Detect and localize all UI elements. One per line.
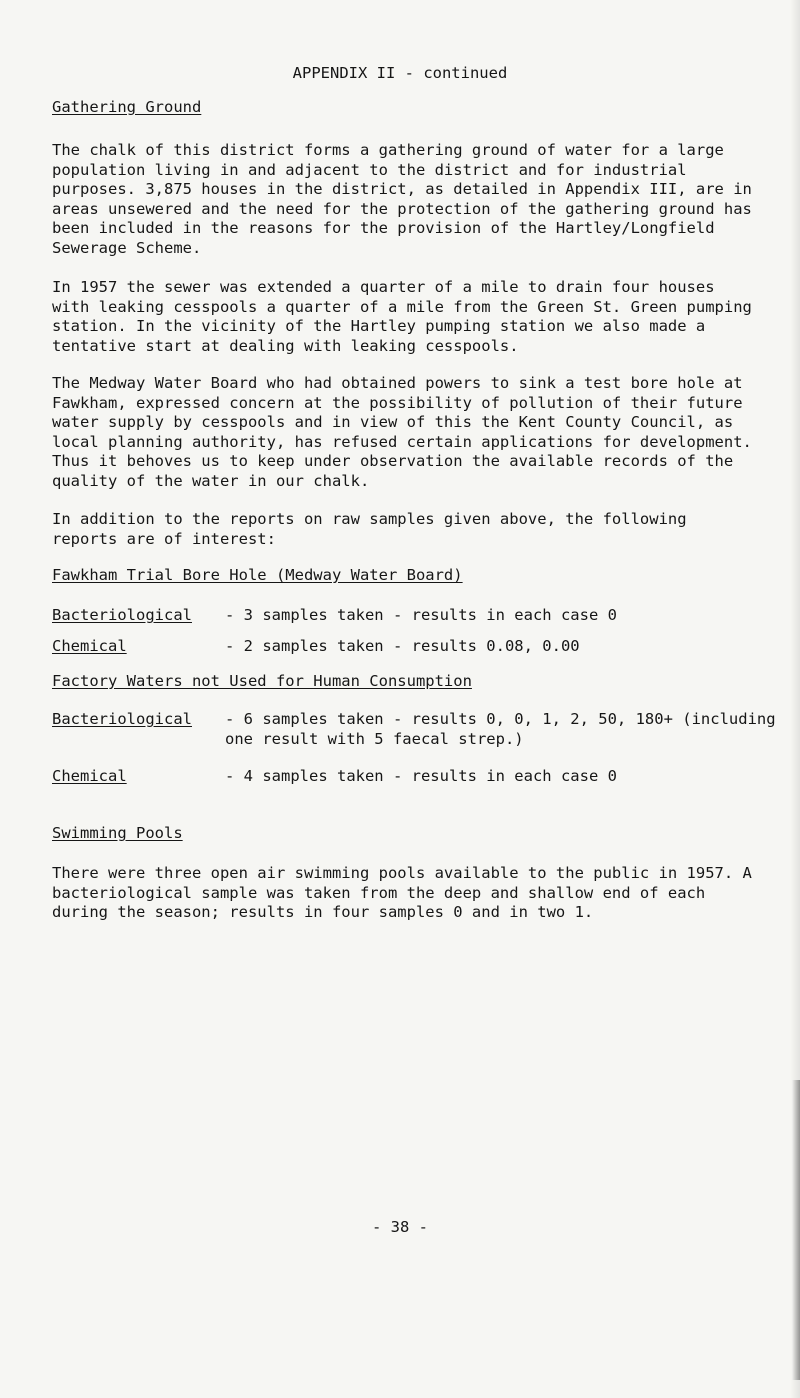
section-title-swimming-pools: Swimming Pools <box>52 824 183 842</box>
page-number: - 38 - <box>372 1218 428 1236</box>
section-title-factory-waters: Factory Waters not Used for Human Consumption <box>52 672 472 690</box>
section-title-fawkham: Fawkham Trial Bore Hole (Medway Water Board) <box>52 566 463 584</box>
factory-chemical-result: - 4 samples taken - results in each case 0 <box>225 767 617 785</box>
paragraph-sewer-1957: In 1957 the sewer was extended a quarter of a mile to drain four houses with leaking cesspools a quarter of a mile from the Green St. Green pumping station. In the vicinity of the Hartley pumping station we also made a tentative start at dealing with leaking cesspools. <box>52 278 762 355</box>
paragraph-swimming-pools: There were three open air swimming pools available to the public in 1957. A bacteriological sample was taken from the deep and shallow end of each during the season; results in four samples 0 and in two 1. <box>52 864 762 921</box>
section-title-gathering-ground: Gathering Ground <box>52 98 202 116</box>
factory-bacteriological-label: Bacteriological <box>52 710 192 728</box>
fawkham-chemical-result: - 2 samples taken - results 0.08, 0.00 <box>225 637 580 655</box>
factory-bacteriological-result: - 6 samples taken - results 0, 0, 1, 2, 50, 180+ (including one result with 5 faecal strep.) <box>225 710 785 748</box>
fawkham-chemical-label: Chemical <box>52 637 127 655</box>
page-heading: APPENDIX II - continued <box>292 64 508 82</box>
fawkham-bacteriological-label: Bacteriological <box>52 606 192 624</box>
fawkham-bacteriological-result: - 3 samples taken - results in each case 0 <box>225 606 617 624</box>
factory-chemical-label: Chemical <box>52 767 127 785</box>
paragraph-chalk: The chalk of this district forms a gathering ground of water for a large population living in and adjacent to the district and for industrial purposes. 3,875 houses in the district, as detailed in Appendix III, are in areas unsewered and the need for the protection of the gathering ground has been included in the reasons for the provision of the Hartley/Longfield Sewerage Scheme. <box>52 141 762 257</box>
paragraph-additional-reports: In addition to the reports on raw samples given above, the following reports are of interest: <box>52 510 696 548</box>
paragraph-medway-water-board: The Medway Water Board who had obtained powers to sink a test bore hole at Fawkham, expressed concern at the possibility of pollution of their future water supply by cesspools and in view of this the Kent County Council, as local planning authority, has refused certain applications for development. Thus it behoves us to keep under observation the available records of the quality of the water in our chalk. <box>52 374 762 490</box>
scan-edge-mark <box>792 1080 800 1380</box>
